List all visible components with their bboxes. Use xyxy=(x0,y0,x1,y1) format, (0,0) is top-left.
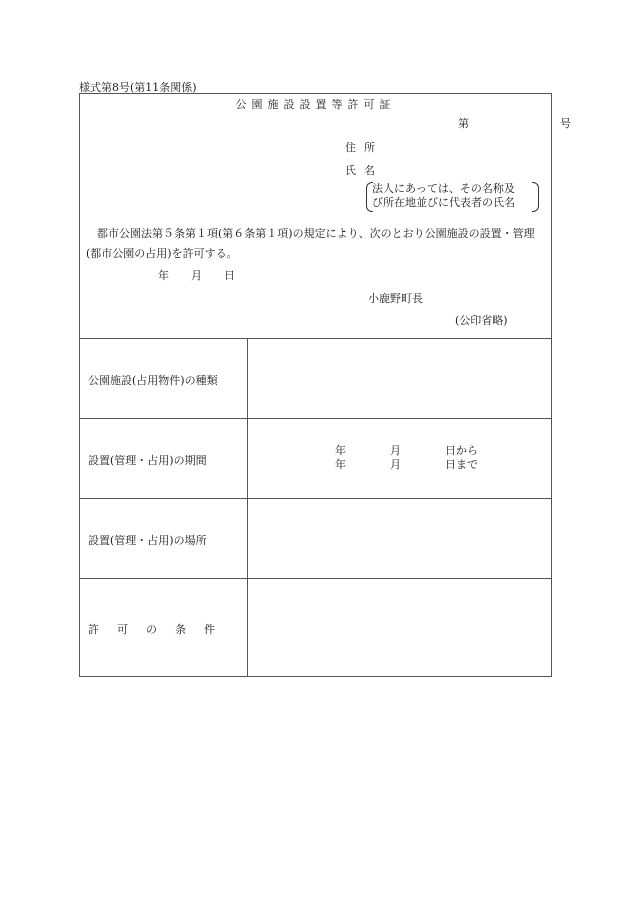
corporate-note xyxy=(367,182,538,211)
seal-note: (公印省略) xyxy=(455,314,508,327)
installation-place-label: 設置(管理・占用)の場所 xyxy=(88,534,207,547)
row-divider-2 xyxy=(80,498,551,499)
period-to: 年 月 日まで xyxy=(335,458,478,471)
name-label: 氏名 xyxy=(345,164,383,177)
document-title: 公園施設設置等許可証 xyxy=(235,98,396,111)
issue-date: 年月日 xyxy=(158,269,257,282)
address-label: 住所 xyxy=(345,141,383,154)
permit-certificate-frame xyxy=(79,93,611,677)
facility-type-label: 公園施設(占用物件)の種類 xyxy=(88,374,218,387)
period-from: 年 月 日から xyxy=(335,444,478,457)
period-values xyxy=(335,444,478,472)
row-divider-3 xyxy=(80,578,551,579)
corporate-note-line-1: 法人にあっては、その名称及 xyxy=(372,182,515,195)
column-divider xyxy=(247,338,248,677)
issuer-name: 小鹿野町長 xyxy=(368,292,423,305)
corporate-note-line-2: び所在地並びに代表者の氏名 xyxy=(372,196,515,209)
installation-period-label: 設置(管理・占用)の期間 xyxy=(88,454,207,467)
certificate-number: 第 号 xyxy=(458,117,611,130)
row-divider-1 xyxy=(80,418,551,419)
permission-statement: 都市公園法第５条第１項(第６条第１項)の規定により、次のとおり公園施設の設置・管理(都市公園の占用)を許可する。 xyxy=(86,227,535,260)
permit-conditions-label: 許可の条件 xyxy=(88,623,233,636)
table-top-divider xyxy=(80,338,551,339)
form-number-label: 様式第8号(第11条関係) xyxy=(79,81,197,94)
